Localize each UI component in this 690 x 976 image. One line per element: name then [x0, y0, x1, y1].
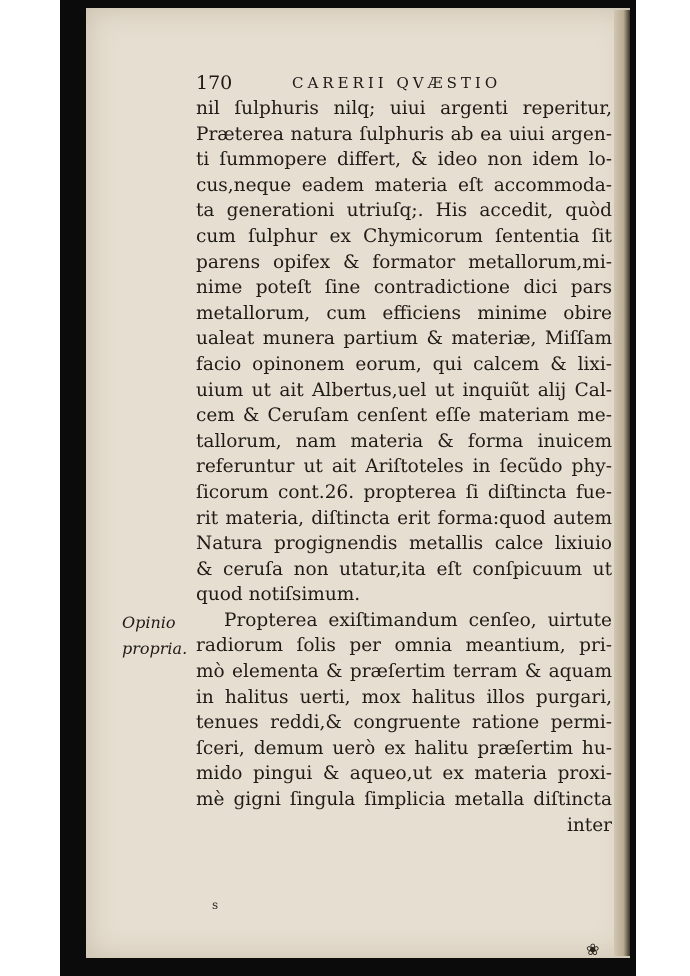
catchword: inter — [566, 814, 612, 836]
text-line: ta generationi utriuſq;. His accedit, quòd — [196, 200, 612, 222]
marginal-note — [122, 610, 202, 662]
signature-mark: s — [212, 898, 219, 912]
text-line: tallorum, nam materia & forma inuicem — [196, 430, 612, 452]
text-line: tenues reddi,& congruente ratione permi- — [196, 712, 612, 734]
text-line: nime poteſt ſine contradictione dici pars — [196, 277, 612, 299]
text-line: parens opifex & formator metallorum,mi- — [196, 251, 612, 273]
text-line: in halitus uerti, mox halitus illos purgari, — [196, 686, 612, 708]
text-line: cum ſulphur ex Chymicorum ſententia ſit — [196, 225, 612, 247]
text-line: metallorum, cum efficiens minime obire — [196, 302, 612, 324]
text-line: Natura progignendis metallis calce lixiuio — [196, 533, 612, 555]
running-head: CARERII QVÆSTIO — [292, 74, 502, 92]
text-line: & ceruſa non utatur,ita eſt conſpicuum ut — [196, 558, 612, 580]
text-line: ſicorum cont.26. propterea ſi diſtincta fue- — [196, 481, 612, 503]
text-line: referuntur ut ait Ariſtoteles in ſecũdo phy- — [196, 456, 612, 478]
text-line: ualeat munera partium & materiæ, Miſſam — [196, 328, 612, 350]
text-line: ti ſummopere differt, & ideo non idem lo- — [196, 149, 612, 171]
text-line: radiorum ſolis per omnia meantium, pri- — [196, 635, 612, 657]
body-text — [196, 96, 612, 838]
page-edge — [614, 10, 630, 956]
text-line: mè gigni ſingula ſimplicia metalla diſtincta — [196, 789, 612, 811]
text-line: quod notiſsimum. — [196, 584, 361, 606]
page-header — [196, 72, 606, 98]
page-number: 170 — [196, 72, 233, 94]
text-line: cem & Ceruſam cenſent eſſe materiam me- — [196, 405, 612, 427]
text-line: Propterea exiſtimandum cenſeo, uirtute — [224, 609, 612, 631]
text-line: mido pingui & aqueo,ut ex materia proxi- — [196, 763, 612, 785]
marginal-note-line: propria. — [122, 639, 188, 658]
text-line: mò elementa & præſertim terram & aquam — [196, 661, 612, 683]
text-line: cus,neque eadem materia eſt accommoda- — [196, 174, 612, 196]
text-line: nil ſulphuris nilq; uiui argenti reperitur, — [196, 98, 612, 119]
ornament-icon: ❀ — [586, 940, 600, 959]
text-line: facio opinonem eorum, qui calcem & lixi- — [196, 353, 612, 375]
text-line: rit materia, diſtincta erit forma:quod autem — [196, 507, 612, 529]
text-line: Præterea natura ſulphuris ab ea uiui argen- — [196, 123, 612, 145]
text-line: ſceri, demum uerò ex halitu præſertim hu- — [196, 737, 612, 759]
marginal-note-line: Opinio — [122, 613, 176, 632]
text-line: uium ut ait Albertus,uel ut inquiũt alij Cal- — [196, 379, 612, 401]
